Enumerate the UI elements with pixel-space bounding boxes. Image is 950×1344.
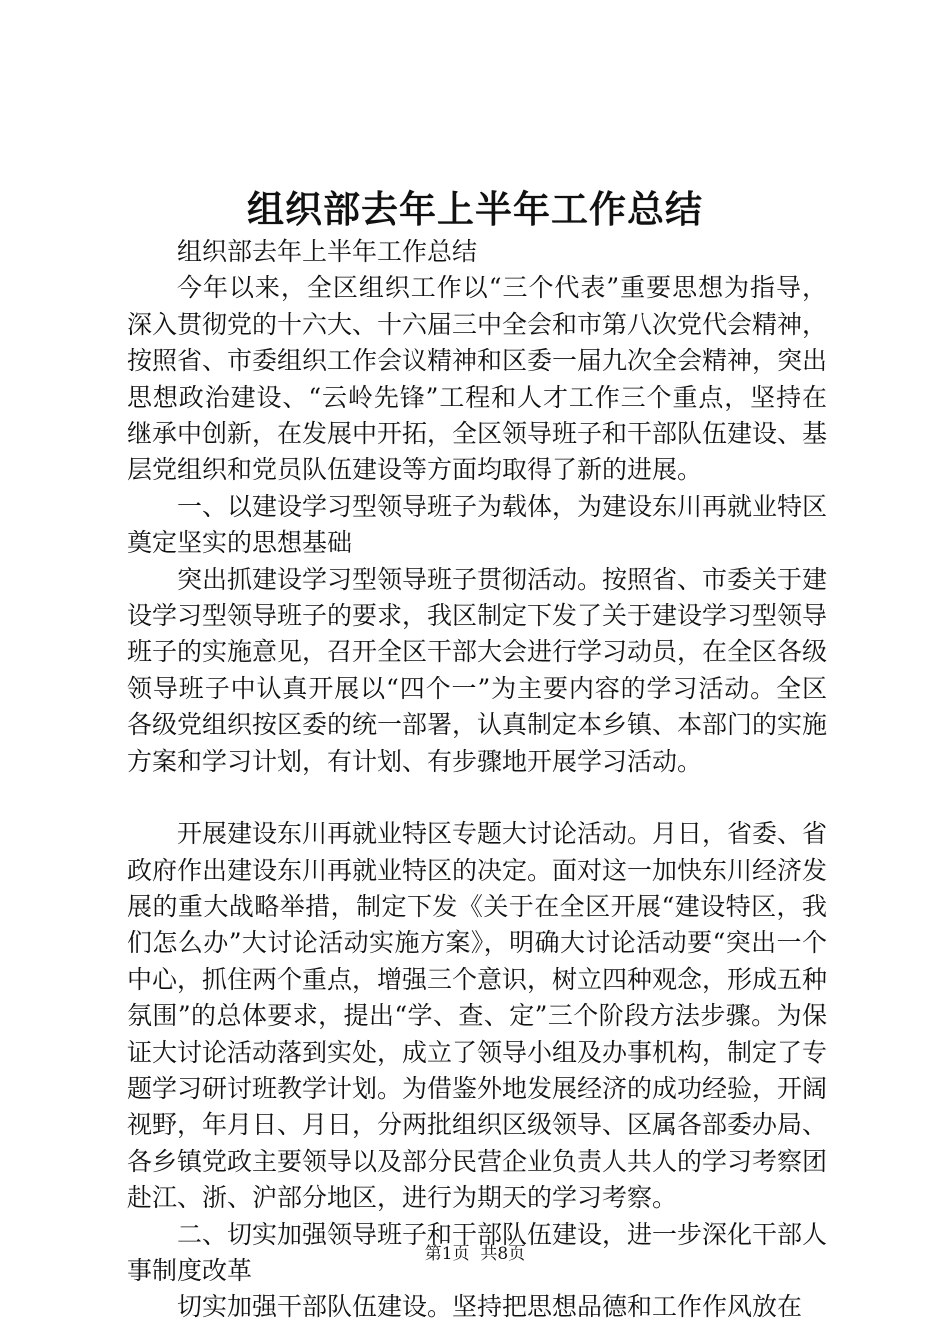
document-body bbox=[127, 234, 827, 1326]
paragraph-intro: 今年以来，全区组织工作以“三个代表”重要思想为指导，深入贯彻党的十六大、十六届三中全会和市第八次党代会精神，按照省、市委组织工作会议精神和区委一届九次全会精神，突出思想政治建设、“云岭先锋”工程和人才工作三个重点，坚持在继承中创新，在发展中开拓，全区领导班子和干部队伍建设、基层党组织和党员队伍建设等方面均取得了新的进展。 bbox=[127, 273, 828, 485]
section-heading-1: 一、以建设学习型领导班子为载体，为建设东川再就业特区奠定坚实的思想基础 bbox=[127, 491, 828, 558]
page-number: 第1页 共8页 bbox=[424, 1244, 526, 1264]
paragraph-discussion-activity: 开展建设东川再就业特区专题大讨论活动。月日，省委、省政府作出建设东川再就业特区的决定。面对这一加快东川经济发展的重大战略举措，制定下发《关于在全区开展“建设特区，我们怎么办”大讨论活动实施方案》，明确大讨论活动要“突出一个中心，抓住两个重点，增强三个意识，树立四种观念，形成五种氛围”的总体要求，提出“学、查、定”三个阶段方法步骤。为保证大讨论活动落到实处，成立了领导小组及办事机构，制定了专题学习研讨班教学计划。为借鉴外地发展经济的成功经验，开阔视野，年月日、月日，分两批组织区级领导、区属各部委办局、各乡镇党政主要领导以及部分民营企业负责人共人的学习考察团赴江、浙、沪部分地区，进行为期天的学习考察。 bbox=[127, 819, 828, 1213]
page-footer bbox=[0, 1242, 950, 1266]
paragraph-subtitle: 组织部去年上半年工作总结 bbox=[177, 237, 478, 266]
paragraph-learning-activity: 突出抓建设学习型领导班子贯彻活动。按照省、市委关于建设学习型领导班子的要求，我区制定下发了关于建设学习型领导班子的实施意见，召开全区干部大会进行学习动员，在全区各级领导班子中认真开展以“四个一”为主要内容的学习活动。全区各级党组织按区委的统一部署，认真制定本乡镇、本部门的实施方案和学习计划，有计划、有步骤地开展学习活动。 bbox=[127, 564, 828, 776]
document-title: 组织部去年上半年工作总结 bbox=[247, 187, 703, 231]
section-heading-2: 二、切实加强领导班子和干部队伍建设，进一步深化干部人事制度改革 bbox=[127, 1219, 828, 1285]
paragraph-cadre-building: 切实加强干部队伍建设。坚持把思想品德和工作作风放在 bbox=[177, 1292, 803, 1322]
